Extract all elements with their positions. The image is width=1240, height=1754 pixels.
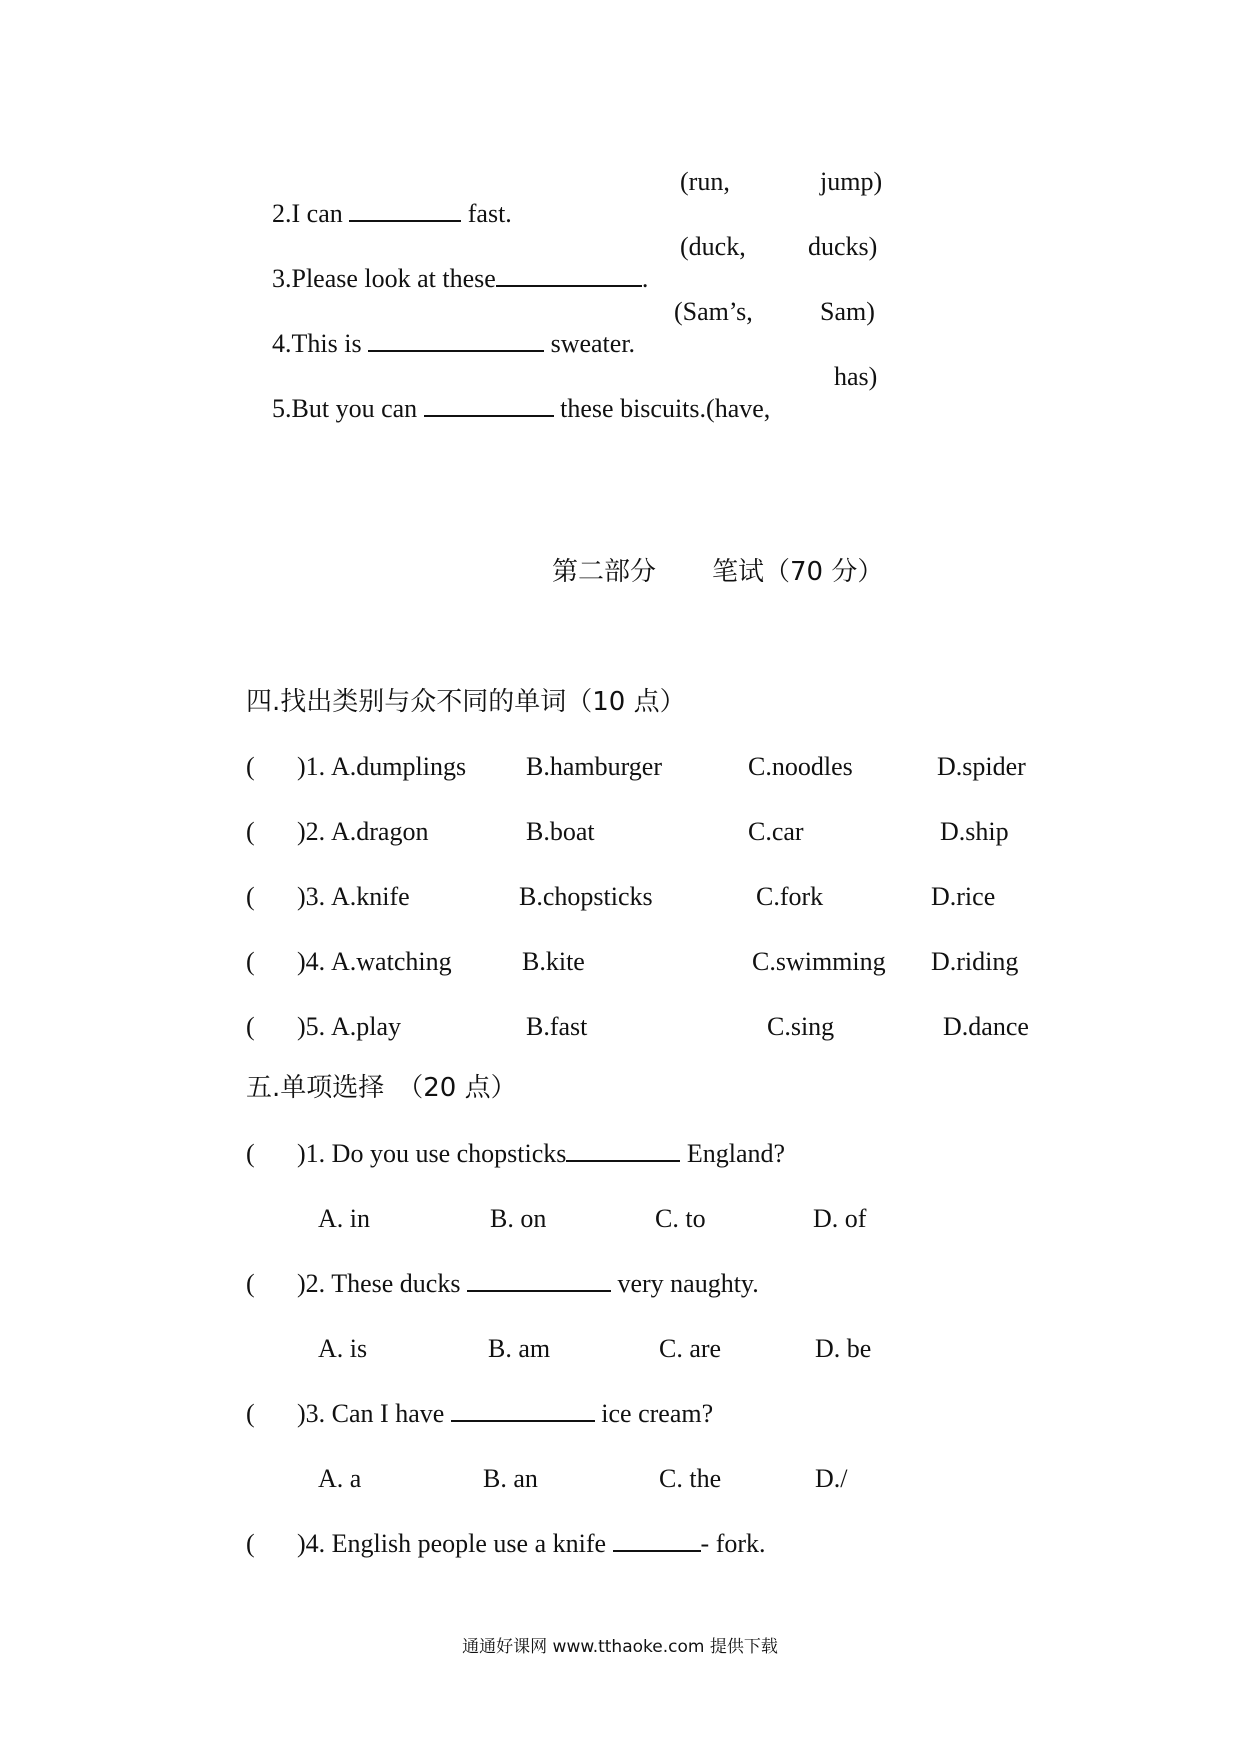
choice-b: B.kite [522, 947, 585, 976]
choice-a: A. is [318, 1334, 368, 1363]
choice-a: A.dumplings [331, 752, 467, 781]
choice-c: C. to [655, 1204, 706, 1233]
option-2: has) [834, 362, 878, 391]
choice-c: C.noodles [748, 752, 853, 781]
option-1: (run, [680, 167, 730, 196]
option-1: (Sam’s, [674, 297, 753, 326]
choice-d: D.ship [940, 817, 1009, 846]
option-1: (have, [706, 394, 771, 423]
answer-blank [349, 198, 461, 222]
fill-item-4: 4.This is sweater. [272, 329, 636, 358]
choice-b: B.boat [526, 817, 595, 846]
option-2: jump) [820, 167, 883, 196]
part2-title-b: 笔试（70 分） [712, 557, 884, 587]
choice-a: A.dragon [331, 817, 429, 846]
choice-d: D.spider [937, 752, 1026, 781]
choice-d: D.rice [931, 882, 996, 911]
choice-c: C. the [659, 1464, 722, 1493]
part2-title-a: 第二部分 [552, 557, 657, 587]
choice-a: A. in [318, 1204, 370, 1233]
choice-c: C.fork [756, 882, 824, 911]
choice-b: B. am [488, 1334, 551, 1363]
choice-d: D.dance [943, 1012, 1029, 1041]
footer-credit: 通通好课网 www.tthaoke.com 提供下载 [462, 1637, 778, 1657]
fill-item-2: 2.I can fast. [272, 199, 512, 228]
answer-blank [467, 1268, 611, 1292]
choice-a: A. a [318, 1464, 362, 1493]
answer-blank [613, 1528, 701, 1552]
choice-b: B.chopsticks [519, 882, 653, 911]
answer-blank [566, 1138, 680, 1162]
choice-d: D. of [813, 1204, 867, 1233]
choice-d: D.riding [931, 947, 1019, 976]
exam-page: 2.I can fast. (run, jump) 3.Please look at these . (duck, ducks) 4.This is sweater. (Sam’s, Sam) 5.But you can these biscuits.(have, has) 第二部分 笔试（70 分） 四.找出类别与众不同的单词（10 点） ( )1. A.dumplings B.hamburger C.noodles D.spider ( )2. A.dragon B.boat C.car D.ship ( )3. A.knife B.chopsticks C.fork D.rice ( )4. A.watching B.kite C.swimming D.riding ( )5. A.play B.fast C.sing D.dance 五.单项选择 （20 点） ( )1. Do you use chopsticks England? A. in B. on C. to D. of ( )2. These ducks very naughty. A. is B. am C. are D. be ( )3. Can I have ice cream? A. a B. an C. the D./ ( )4. English people use a knife - fork. 通通好课网 www.tthaoke.com 提供下载 [0, 0, 1240, 1754]
fill-item-5: 5.But you can these biscuits.(have, [272, 394, 771, 423]
choice-a: A.watching [331, 947, 452, 976]
choice-c: C.sing [767, 1012, 835, 1041]
option-2: Sam) [820, 297, 875, 326]
option-1: (duck, [680, 232, 746, 261]
choice-b: B. an [483, 1464, 538, 1493]
section4-heading: 四.找出类别与众不同的单词（10 点） [246, 687, 686, 717]
choice-b: B.hamburger [526, 752, 662, 781]
choice-c: C.swimming [752, 947, 886, 976]
option-2: ducks) [808, 232, 878, 261]
choice-a: A.knife [331, 882, 410, 911]
answer-blank [496, 263, 642, 287]
choice-b: B. on [490, 1204, 547, 1233]
section5-heading: 五.单项选择 （20 点） [246, 1073, 517, 1103]
choice-a: A.play [331, 1012, 402, 1041]
answer-blank [424, 393, 554, 417]
choice-c: C.car [748, 817, 804, 846]
answer-blank [368, 328, 544, 352]
choice-c: C. are [659, 1334, 722, 1363]
fill-item-3: 3.Please look at these . [272, 264, 649, 293]
answer-blank [451, 1398, 595, 1422]
choice-b: B.fast [526, 1012, 588, 1041]
choice-d: D./ [815, 1464, 848, 1493]
choice-d: D. be [815, 1334, 872, 1363]
